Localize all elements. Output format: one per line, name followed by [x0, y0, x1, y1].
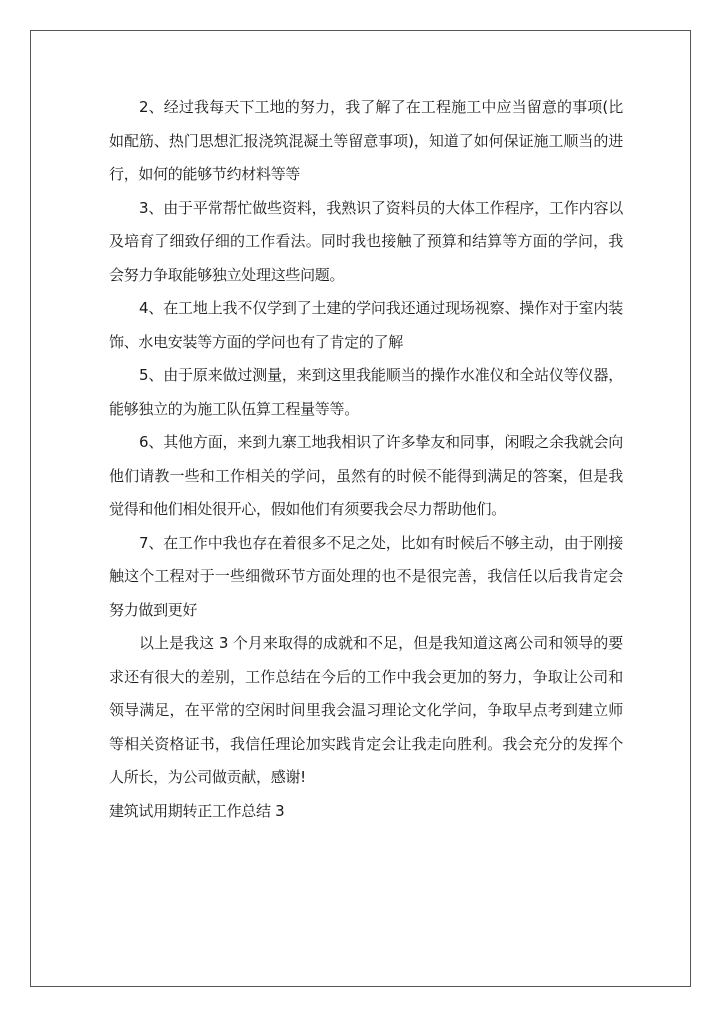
paragraph-summary: 以上是我这 3 个月来取得的成就和不足，但是我知道这离公司和领导的要求还有很大的差别，工作总结在今后的工作中我会更加的努力，争取让公司和领导满足，在平常的空闲时间里我会温习理论文化学问，争取早点考到建立师等相关资格证书，我信任理论加实践肯定会让我走向胜利。我会充分的发挥个人所长，为公司做贡献，感谢! [109, 634, 623, 786]
paragraph-item-5: 5、由于原来做过测量，来到这里我能顺当的操作水准仪和全站仪等仪器，能够独立的为施工队伍算工程量等等。 [109, 366, 623, 418]
paragraph-item-2: 2、经过我每天下工地的努力，我了解了在工程施工中应当留意的事项(比如配筋、热门思想汇报浇筑混凝土等留意事项)，知道了如何保证施工顺当的进行，如何的能够节约材料等等 [109, 98, 623, 183]
section-heading: 建筑试用期转正工作总结 3 [109, 801, 285, 820]
paragraph-item-7: 7、在工作中我也存在着很多不足之处，比如有时候后不够主动，由于刚接触这个工程对于一些细微环节方面处理的也不是很完善，我信任以后我肯定会努力做到更好 [109, 533, 623, 619]
paragraph-item-4: 4、在工地上我不仅学到了土建的学问我还通过现场视察、操作对于室内装饰、水电安装等方面的学问也有了肯定的了解 [109, 299, 623, 351]
paragraph-item-3: 3、由于平常帮忙做些资料，我熟识了资料员的大体工作程序，工作内容以及培育了细致仔细的工作看法。同时我也接触了预算和结算等方面的学问，我会努力争取能够独立处理这些问题。 [109, 198, 623, 284]
paragraph-item-6: 6、其他方面，来到九寨工地我相识了许多挚友和同事，闲暇之余我就会向他们请教一些和工作相关的学问，虽然有的时候不能得到满足的答案，但是我觉得和他们相处很开心，假如他们有须要我会尽力帮助他们。 [109, 433, 623, 518]
document-body [109, 91, 623, 828]
